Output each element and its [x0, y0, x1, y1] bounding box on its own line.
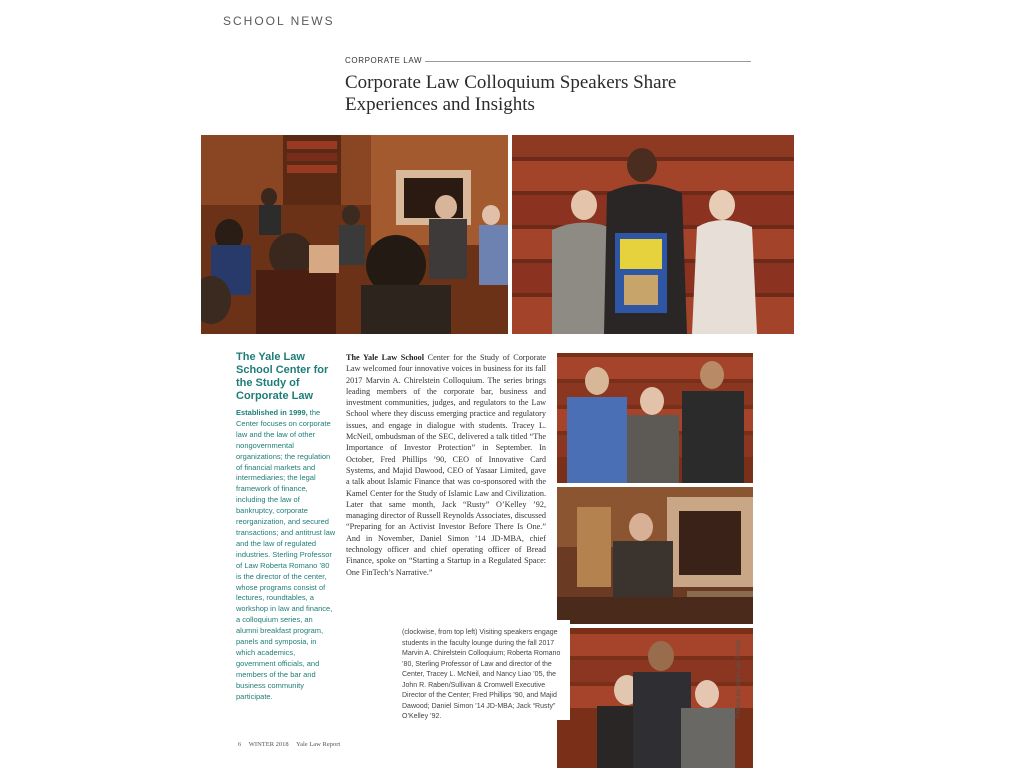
photo-faculty-lounge: [201, 135, 508, 334]
photo-speakers-group: [557, 353, 753, 483]
section-label: SCHOOL NEWS: [223, 14, 335, 28]
sidebar-title: The Yale Law School Center for the Study of Corporate Law: [236, 351, 329, 402]
photo-okelley-group: [557, 628, 753, 768]
article-lead: The Yale Law School: [346, 353, 424, 362]
sidebar-lead: Established in 1999,: [236, 408, 308, 417]
sidebar-text: the Center focuses on corporate law and the law of other nongovernmental organizations; the regulation of financial markets and intermediaries; the legal framework of finance, including the law of bankruptcy, corporate reorganization, and secured transactions; and antitrust law and the law of regulated industries. Sterling Professor of Law Roberta Romano ’80 is the director of the center, whose programs consist of lectures, roundtables, a workshop in law and finance, a colloquium series, an alumni breakfast program, panels and symposia, in which academics, government officials, and members of the bar and business community participate.: [236, 408, 336, 701]
issue-label: WINTER 2018: [248, 741, 289, 748]
article-text: Center for the Study of Corporate Law welcomed four innovative voices in business for its fall 2017 Marvin A. Chirelstein Colloquium. The series brings leading members of the corporate bar, business and investment communities, judges, and regulators to the Law School where they discuss emerging practice and regulatory issues, and engage in dialogue with students. Tracey L. McNeil, ombudsman of the SEC, delivered a talk titled “The Importance of Investor Protection” in September. In October, Fred Phillips ’90, CEO of Innovative Card Systems, and Majid Dawood, CEO of Yasaar Limited, gave a talk about Islamic Finance that was co-sponsored with the Kamel Center for the Study of Islamic Law and Civilization. Later that same month, Jack “Rusty” O’Kelley ’92, managing director of Russell Reynolds Associates, discussed “Preparing for an Activist Investor Before There Is One.” And in November, Daniel Simon ’14 JD-MBA, chief technology officer and chief operating officer of Bread Finance, spoke on “Starting a Startup in a Regulated Space: One FinTech’s Narrative.”: [346, 353, 546, 577]
page-footer: [238, 741, 346, 748]
kicker: CORPORATE LAW: [345, 56, 423, 65]
photo-caption: (clockwise, from top left) Visiting speakers engage students in the faculty lounge during the fall 2017 Marvin A. Chirelstein Colloquium; Roberta Romano ’80, Sterling Professor of Law and director of the Center, Tracey L. McNeil, and Nancy Liao ’05, the John R. Raben/Sullivan & Cromwell Executive Director of the Center; Fred Phillips ’90, and Majid Dawood; Daniel Simon ’14 JD-MBA; Jack “Rusty” O’Kelley ’92.: [402, 629, 561, 720]
photo-award: [512, 135, 794, 334]
kicker-rule: [425, 61, 751, 62]
article-body: [346, 352, 546, 578]
page-number: 6: [238, 741, 242, 748]
photo-daniel-simon: [557, 487, 753, 624]
sidebar-body: [236, 408, 336, 702]
publication-name: Yale Law Report: [296, 741, 341, 748]
photo-credit: Photos by Yale Law School: [735, 639, 742, 718]
headline: Corporate Law Colloquium Speakers Share Experiences and Insights: [345, 72, 677, 115]
